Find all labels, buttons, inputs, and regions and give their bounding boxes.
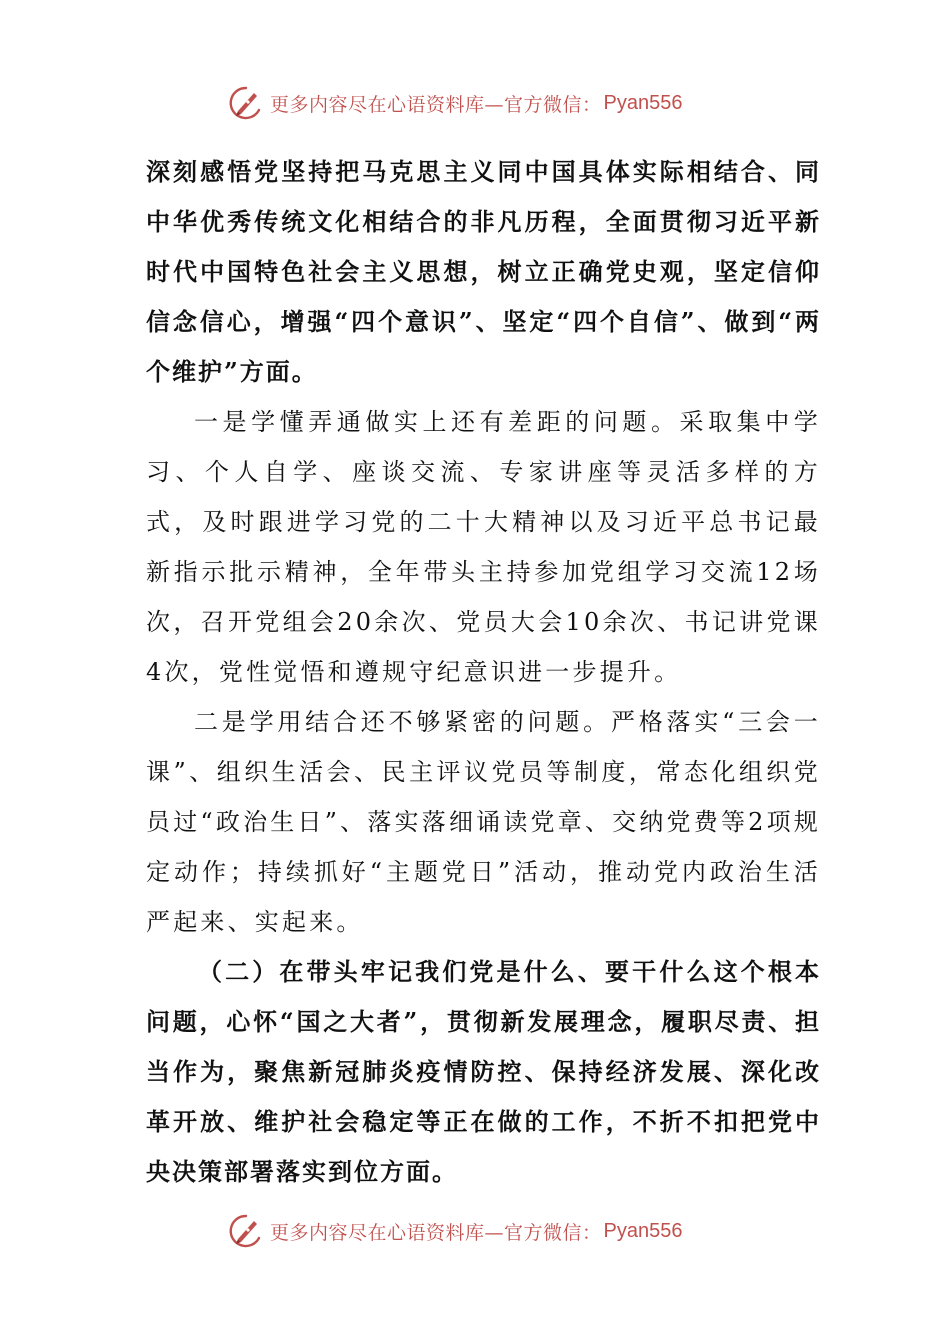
document-body (146, 147, 821, 1197)
watermark-wechat-id: Pyan556 (603, 91, 683, 114)
section-heading-continued: 深刻感悟党坚持把马克思主义同中国具体实际相结合、同中华优秀传统文化相结合的非凡历程，全面贯彻习近平新时代中国特色社会主义思想，树立正确党史观，坚定信仰信念信心，增强“四个意识”、坚定“四个自信”、做到“两个维护”方面。 (146, 157, 821, 386)
body-paragraph-2: 二是学用结合还不够紧密的问题。严格落实“三会一课”、组织生活会、民主评议党员等制度，常态化组织党员过“政治生日”、落实落细诵读党章、交纳党费等2项规定动作；持续抓好“主题党日”活动，推动党内政治生活严起来、实起来。 (146, 708, 822, 936)
pen-nib-circle-icon (226, 83, 266, 123)
watermark-text: 更多内容尽在心语资料库—官方微信： (270, 1221, 602, 1244)
watermark-wechat-id: Pyan556 (603, 1219, 683, 1242)
watermark-text: 更多内容尽在心语资料库—官方微信： (270, 93, 602, 116)
body-paragraph-1: 一是学懂弄通做实上还有差距的问题。采取集中学习、个人自学、座谈交流、专家讲座等灵活多样的方式，及时跟进学习党的二十大精神以及习近平总书记最新指示批示精神，全年带头主持参加党组学习交流12场次，召开党组会20余次、党员大会10余次、书记讲党课4次，党性觉悟和遵规守纪意识进一步提升。 (146, 408, 821, 686)
pen-nib-circle-icon (226, 1211, 266, 1251)
header-watermark (226, 81, 682, 125)
footer-watermark (226, 1209, 682, 1253)
section-heading-2: （二）在带头牢记我们党是什么、要干什么这个根本问题，心怀“国之大者”，贯彻新发展理念，履职尽责、担当作为，聚焦新冠肺炎疫情防控、保持经济发展、深化改革开放、维护社会稳定等正在做的工作，不折不扣把党中央决策部署落实到位方面。 (146, 957, 821, 1186)
